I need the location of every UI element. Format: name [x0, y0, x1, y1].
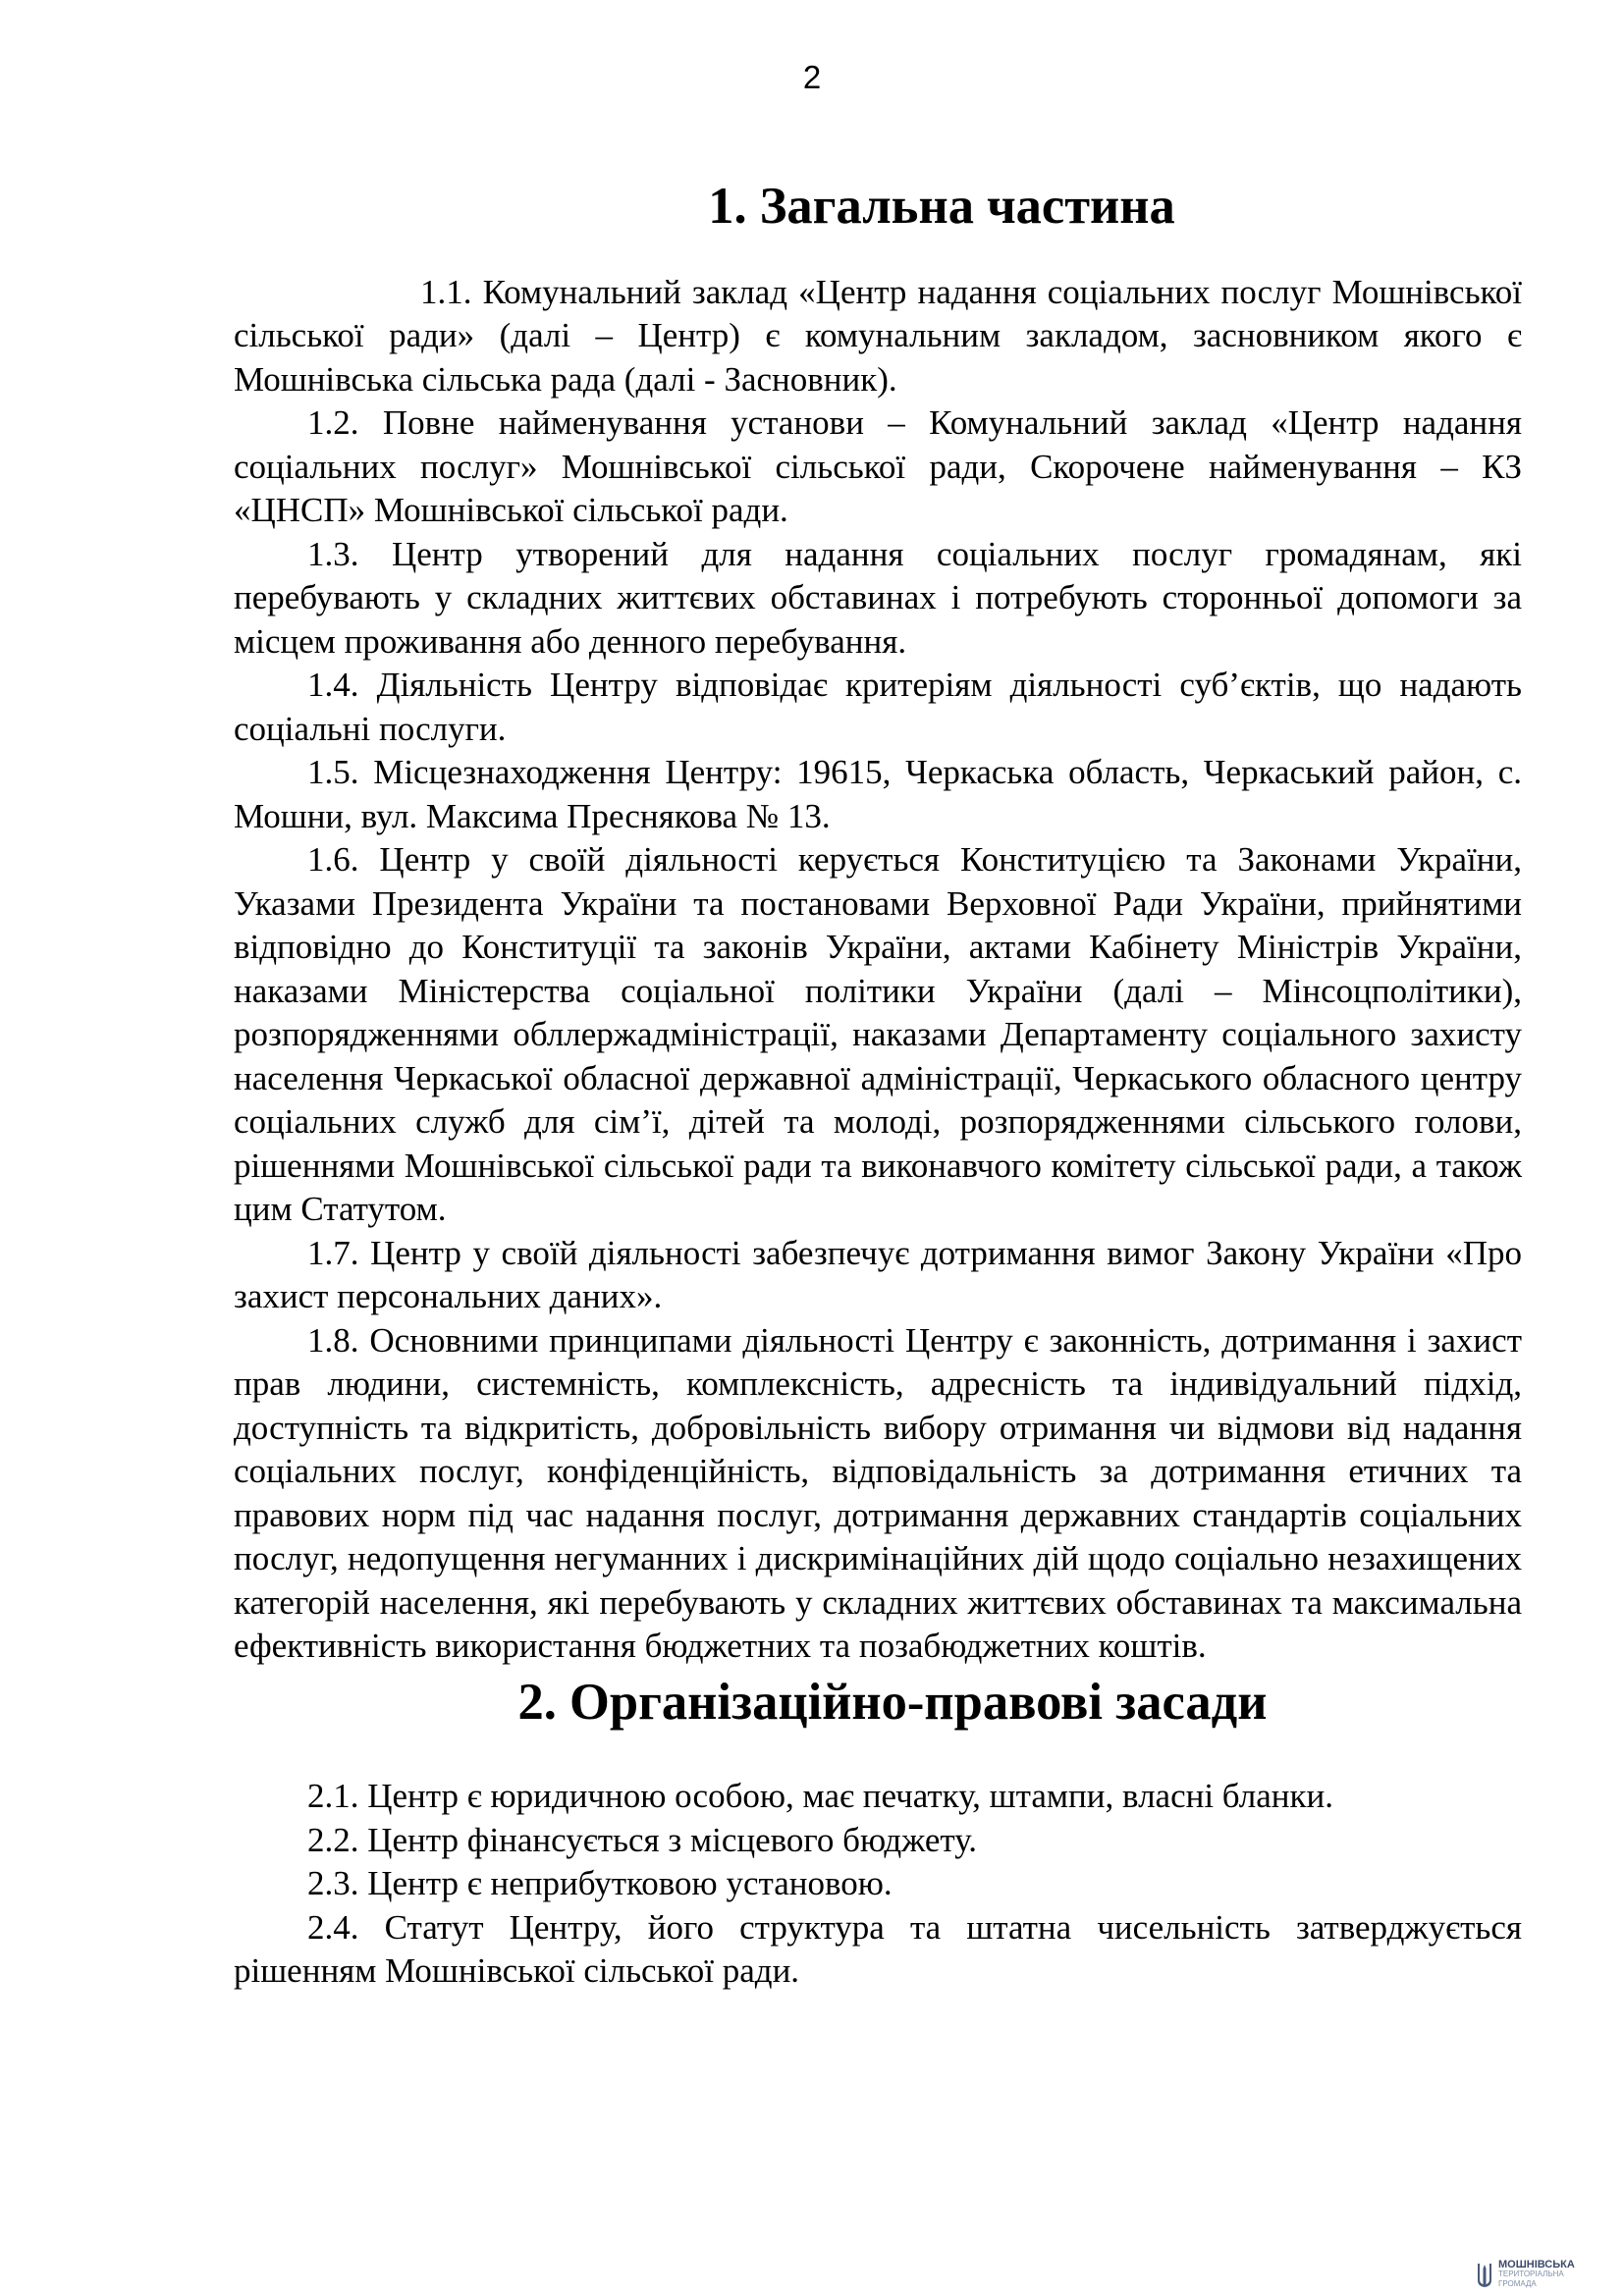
paragraph-1-7: 1.7. Центр у своїй діяльності забезпечує дотримання вимог Закону України «Про захист персональних даних».: [234, 1233, 1522, 1315]
paragraph-1-3: 1.3. Центр утворений для надання соціальних послуг громадянам, які перебувають у складних життєвих обставинах і потребують сторонньої допомоги за місцем проживання або денного перебування.: [234, 534, 1522, 661]
document-body: [234, 178, 1522, 1994]
paragraph-1-6: 1.6. Центр у своїй діяльності керується Конституцією та Законами України, Указами Президента України та постановами Верховної Ради України, прийнятими відповідно до Конституції та законів України, актами Кабінету Міністрів України, наказами Міністерства соціальної політики України (далі – Мінсоцполітики), розпорядженнями обллержадміністрації, наказами Департаменту соціального захисту населення Черкаської обласної державної адміністрації, Черкаського обласного центру соціальних служб для сім’ї, дітей та молоді, розпорядженнями сільського голови, рішеннями Мошнівської сільської ради та виконавчого комітету сільської ради, а також цим Статутом.: [234, 840, 1522, 1228]
section-2-heading: 2. Організаційно-правові засади: [517, 1673, 1268, 1731]
logo-subtitle-1: ТЕРИТОРІАЛЬНА: [1498, 2269, 1564, 2278]
paragraph-1-5: 1.5. Місцезнаходження Центру: 19615, Черкаська область, Черкаський район, с. Мошни, вул. Максима Преснякова № 13.: [234, 753, 1522, 835]
paragraph-2-1: 2.1. Центр є юридичною особою, має печатку, штампи, власні бланки.: [307, 1777, 1333, 1815]
page-number: 2: [802, 59, 822, 95]
community-logo: [1476, 2260, 1575, 2289]
paragraph-1-1: 1.1. Комунальний заклад «Центр надання соціальних послуг Мошнівської сільської ради» (далі – Центр) є комунальним закладом, засновником якого є Мошнівська сільська рада (далі - Засновник).: [234, 272, 1522, 399]
trident-emblem-icon: [1476, 2261, 1493, 2288]
paragraph-1-2: 1.2. Повне найменування установи – Комунальний заклад «Центр надання соціальних послуг» Мошнівської сільської ради, Скорочене найменування – КЗ «ЦНСП» Мошнівської сільської ради.: [234, 403, 1522, 529]
logo-title: МОШНІВСЬКА: [1498, 2259, 1575, 2270]
paragraph-2-2: 2.2. Центр фінансується з місцевого бюджету.: [307, 1820, 977, 1859]
section-1-heading: 1. Загальна частина: [708, 178, 1175, 235]
paragraph-1-4: 1.4. Діяльність Центру відповідає критеріям діяльності суб’єктів, що надають соціальні послуги.: [234, 666, 1522, 748]
paragraph-2-3: 2.3. Центр є неприбутковою установою.: [307, 1864, 893, 1902]
logo-subtitle-2: ГРОМАДА: [1498, 2279, 1537, 2288]
paragraph-2-4: 2.4. Статут Центру, його структура та штатна чисельність затверджується рішенням Мошнівської сільської ради.: [234, 1907, 1522, 1990]
paragraph-1-8: 1.8. Основними принципами діяльності Центру є законність, дотримання і захист прав людини, системність, комплексність, адресність та індивідуальний підхід, доступність та відкритість, добровільність вибору отримання чи відмови від надання соціальних послуг, конфіденційність, відповідальність за дотримання етичних та правових норм під час надання послуг, дотримання державних стандартів соціальних послуг, недопущення негуманних і дискримінаційних дій щодо соціально незахищених категорій населення, які перебувають у складних життєвих обставинах та максимальна ефективність використання бюджетних та позабюджетних коштів.: [234, 1320, 1522, 1665]
